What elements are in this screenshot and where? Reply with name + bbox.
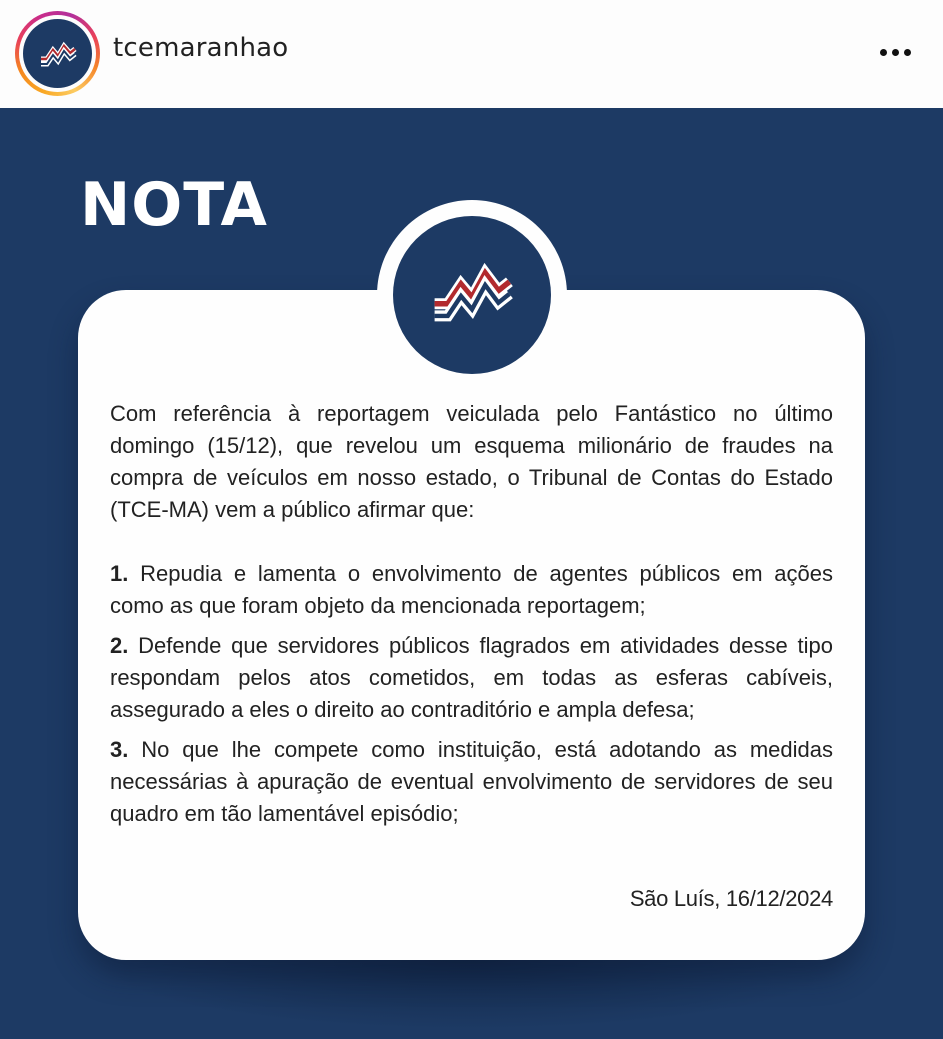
tce-logo-icon: [426, 262, 518, 328]
list-item: [110, 558, 833, 622]
intro-paragraph: Com referência à reportagem veiculada pelo Fantástico no último domingo (15/12), que revelou um esquema milionário de fraudes na compra de veículos em nosso estado, o Tribunal de Contas do Estado (TCE-MA) vem a público afirmar que:: [110, 401, 833, 522]
post-image[interactable]: [0, 108, 943, 1039]
more-options-button[interactable]: [870, 40, 920, 64]
note-body: [110, 398, 833, 838]
story-ring[interactable]: [15, 11, 100, 96]
avatar[interactable]: [23, 19, 92, 88]
card-shadow: [90, 960, 850, 1030]
list-item: [110, 734, 833, 830]
more-options-icon-dot: [904, 49, 911, 56]
username-link[interactable]: tcemaranhao: [113, 33, 289, 63]
more-options-icon-dot: [880, 49, 887, 56]
logo-badge: [377, 200, 567, 390]
item-number: 1.: [110, 561, 129, 586]
item-text: Repudia e lamenta o envolvimento de agentes públicos em ações como as que foram objeto da mencionada reportagem;: [110, 561, 833, 618]
tce-logo-icon: [38, 39, 78, 69]
item-text: Defende que servidores públicos flagrados em atividades desse tipo respondam pelos atos cometidos, em todas as esferas cabíveis, assegurado a eles o direito ao contraditório e ampla defesa;: [110, 633, 833, 722]
item-number: 3.: [110, 737, 129, 762]
nota-title: NOTA: [80, 170, 268, 240]
item-number: 2.: [110, 633, 129, 658]
item-text: No que lhe compete como instituição, está adotando as medidas necessárias à apuração de eventual envolvimento de servidores de seu quadro em tão lamentável episódio;: [110, 737, 833, 826]
note-card: [78, 290, 865, 960]
logo-circle: [393, 216, 551, 374]
avatar-gap: [19, 15, 96, 92]
list-item: [110, 630, 833, 726]
post-header: [0, 0, 943, 108]
more-options-icon-dot: [892, 49, 899, 56]
signature-date: São Luís, 16/12/2024: [629, 886, 833, 911]
